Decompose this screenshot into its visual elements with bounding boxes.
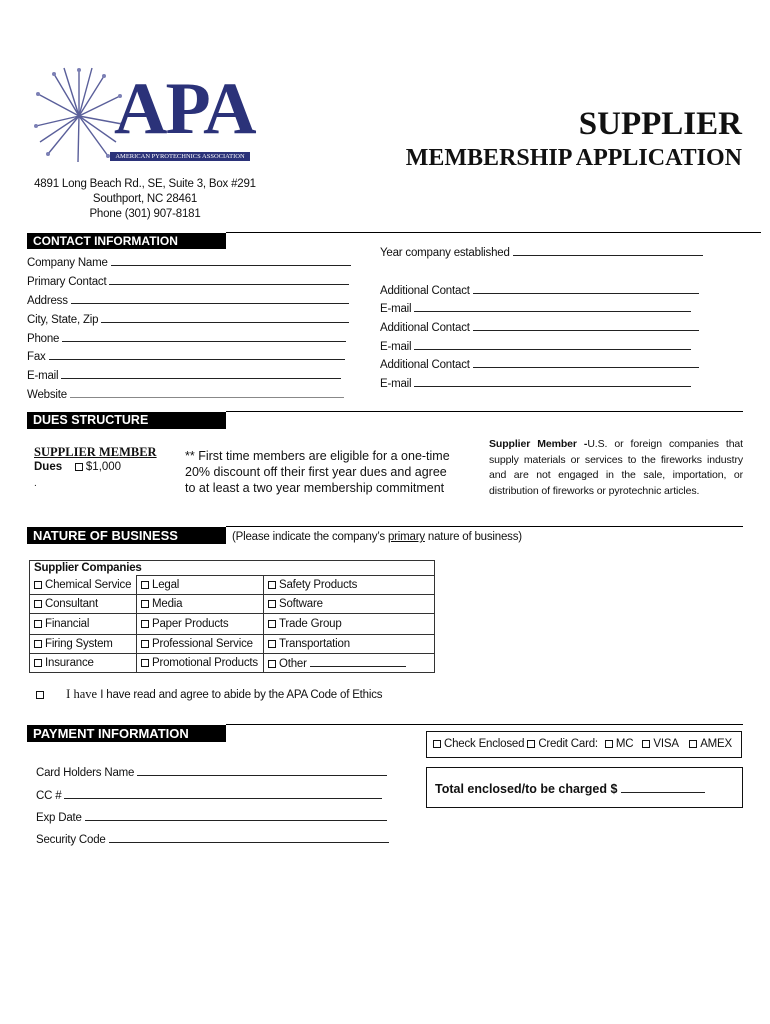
dues-label: Dues (34, 461, 63, 473)
contact-header: CONTACT INFORMATION (27, 233, 226, 249)
option-insurance[interactable]: Insurance (30, 654, 137, 673)
title-supplier: SUPPLIER (578, 106, 742, 142)
address-block (20, 177, 270, 222)
table-row (30, 635, 435, 654)
primary-contact-field[interactable]: Primary Contact (27, 274, 349, 288)
logo (34, 66, 254, 166)
phone-field[interactable]: Phone (27, 331, 346, 345)
security-code-field[interactable]: Security Code (36, 832, 389, 846)
firework-burst-icon (34, 66, 124, 166)
dues-line (34, 461, 121, 473)
table-row (30, 595, 435, 614)
total-field[interactable]: Total enclosed/to be charged $ (435, 782, 705, 796)
payment-header: PAYMENT INFORMATION (27, 725, 226, 742)
total-box (426, 767, 743, 808)
dues-header: DUES STRUCTURE (27, 412, 226, 429)
option-legal[interactable]: Legal (137, 576, 264, 595)
ethics-checkbox[interactable] (36, 691, 44, 699)
logo-text: APA (114, 68, 255, 150)
cc-number-field[interactable]: CC # (36, 788, 382, 802)
dues-checkbox[interactable] (75, 463, 83, 471)
option-trade-group[interactable]: Trade Group (264, 614, 435, 635)
additional-contact-2-field[interactable]: Additional Contact (380, 320, 699, 334)
option-media[interactable]: Media (137, 595, 264, 614)
credit-card-checkbox[interactable] (527, 740, 535, 748)
contact-rule (226, 232, 761, 233)
card-holders-name-field[interactable]: Card Holders Name (36, 765, 387, 779)
table-row (30, 614, 435, 635)
exp-date-field[interactable]: Exp Date (36, 810, 387, 824)
option-safety-products[interactable]: Safety Products (264, 576, 435, 595)
mc-checkbox[interactable] (605, 740, 613, 748)
supplier-member-title: SUPPLIER MEMBER (34, 445, 157, 459)
payment-rule (226, 724, 743, 725)
option-promotional-products[interactable]: Promotional Products (137, 654, 264, 673)
city-state-zip-field[interactable]: City, State, Zip (27, 312, 349, 326)
definition-text: U.S. or foreign companies that supply materials or services to the fireworks industry and are not engaged in the sale, importation, or distribution of fireworks or pyrotechnic articles. (489, 438, 743, 497)
additional-email-2-field[interactable]: E-mail (380, 339, 691, 353)
additional-contact-3-field[interactable]: Additional Contact (380, 357, 699, 371)
address-city: Southport, NC 28461 (92, 193, 198, 205)
option-financial[interactable]: Financial (30, 614, 137, 635)
year-established-field[interactable]: Year company established (380, 245, 703, 259)
business-header: NATURE OF BUSINESS (27, 527, 226, 544)
email-field[interactable]: E-mail (27, 368, 341, 382)
check-enclosed-checkbox[interactable] (433, 740, 441, 748)
payment-method-box (426, 731, 742, 758)
address-street: 4891 Long Beach Rd., SE, Suite 3, Box #291 (34, 178, 256, 190)
address-field[interactable]: Address (27, 293, 349, 307)
option-professional-service[interactable]: Professional Service (137, 635, 264, 654)
option-transportation[interactable]: Transportation (264, 635, 435, 654)
fax-field[interactable]: Fax (27, 349, 345, 363)
ethics-agreement[interactable] (36, 687, 382, 702)
option-other[interactable]: Other (264, 654, 435, 673)
business-table (29, 560, 435, 673)
business-rule (226, 526, 743, 527)
discount-note: ** First time members are eligible for a one-time 20% discount off their first year dues and agree to at least a two year membership commitment (185, 449, 450, 495)
dues-rule (226, 411, 743, 412)
table-row (30, 576, 435, 595)
table-row (30, 654, 435, 673)
logo-subtitle: AMERICAN PYROTECHNICS ASSOCIATION (110, 152, 250, 161)
ethics-serif-prefix: I have (66, 687, 98, 701)
additional-contact-1-field[interactable]: Additional Contact (380, 283, 699, 297)
option-firing-system[interactable]: Firing System (30, 635, 137, 654)
ethics-text: I have read and agree to abide by the APA Code of Ethics (100, 689, 383, 701)
option-consultant[interactable]: Consultant (30, 595, 137, 614)
table-row (30, 561, 435, 576)
option-chemical-service[interactable]: Chemical Service (30, 576, 137, 595)
business-note: (Please indicate the company’s primary nature of business) (232, 531, 522, 543)
definition-title: Supplier Member - (489, 438, 588, 450)
dues-amount: $1,000 (85, 461, 122, 473)
visa-checkbox[interactable] (642, 740, 650, 748)
option-software[interactable]: Software (264, 595, 435, 614)
option-paper-products[interactable]: Paper Products (137, 614, 264, 635)
amex-checkbox[interactable] (689, 740, 697, 748)
address-phone: Phone (301) 907-8181 (89, 208, 201, 220)
table-title: Supplier Companies (30, 561, 435, 576)
supplier-member-definition (489, 437, 743, 499)
website-field[interactable]: Website (27, 387, 344, 401)
additional-email-3-field[interactable]: E-mail (380, 376, 691, 390)
additional-email-1-field[interactable]: E-mail (380, 301, 691, 315)
payment-options: Check Enclosed Credit Card: MC VISA AMEX (433, 738, 732, 750)
title-membership-application: MEMBERSHIP APPLICATION (405, 145, 742, 171)
company-name-field[interactable]: Company Name (27, 255, 351, 269)
dues-dot: . (34, 478, 37, 489)
